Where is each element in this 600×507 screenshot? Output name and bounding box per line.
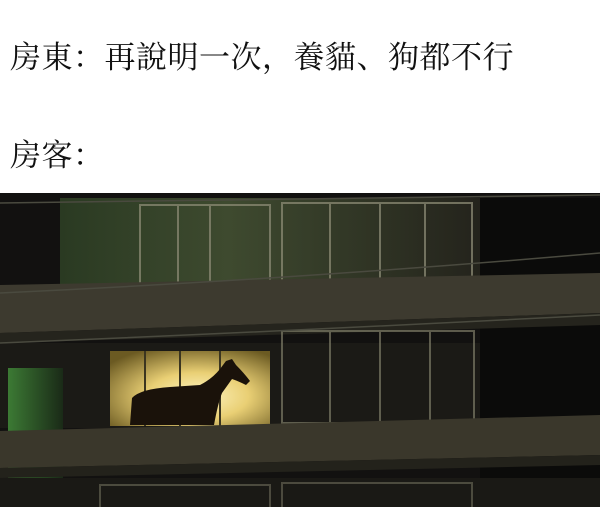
- night-building-photo: [0, 193, 600, 507]
- tenant-caption: 房客：: [10, 138, 105, 174]
- landlord-caption: 房東：再說明一次，養貓、狗都不行: [10, 40, 514, 76]
